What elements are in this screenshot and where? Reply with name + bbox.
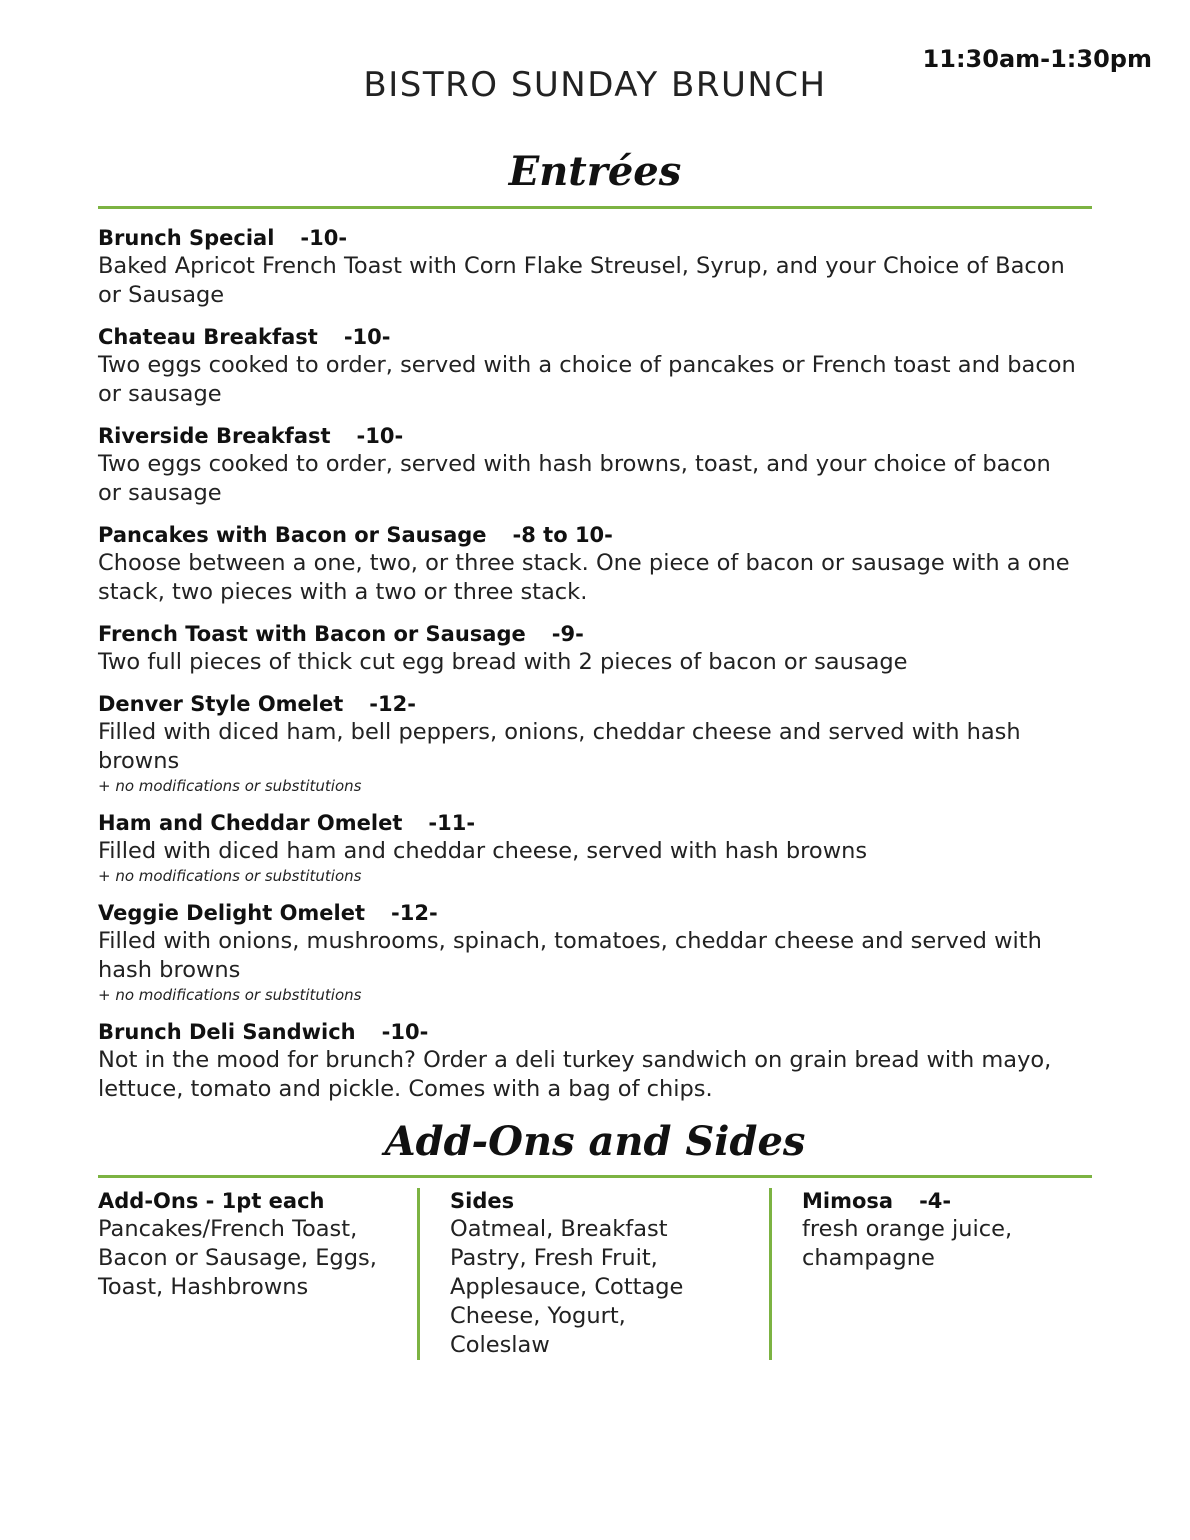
menu-item [98, 690, 1078, 796]
menu-item-description: Choose between a one, two, or three stack. One piece of bacon or sausage with a one stack, two pieces with a two or three stack. [98, 550, 1070, 605]
addons-title: Add-Ons - 1pt each [98, 1189, 325, 1213]
menu-item-description: Two eggs cooked to order, served with a choice of pancakes or French toast and bacon or sausage [98, 352, 1076, 407]
menu-item-description: Filled with diced ham, bell peppers, onions, cheddar cheese and served with hash browns [98, 719, 1021, 774]
menu-item-header [98, 224, 1078, 252]
menu-item-name: Denver Style Omelet [98, 692, 344, 716]
menu-item-name: Chateau Breakfast [98, 325, 318, 349]
menu-item-description: Two eggs cooked to order, served with hash browns, toast, and your choice of bacon or sausage [98, 451, 1051, 506]
menu-item-price: -10- [381, 1020, 429, 1044]
column-divider [417, 1188, 420, 1360]
menu-item [98, 422, 1078, 508]
mimosa-column [802, 1188, 1062, 1360]
sides-column [450, 1188, 700, 1360]
menu-item-header [98, 521, 1078, 549]
menu-item-header [98, 690, 1078, 718]
addons-sides-heading: Add-Ons and Sides [384, 1118, 806, 1165]
menu-item-note: + no modifications or substitutions [98, 777, 362, 795]
menu-item-description: Two full pieces of thick cut egg bread with 2 pieces of bacon or sausage [98, 649, 908, 675]
entrees-divider [98, 206, 1092, 209]
addons-sides-divider [98, 1175, 1092, 1178]
menu-item [98, 809, 1078, 886]
menu-item-name: Pancakes with Bacon or Sausage [98, 523, 487, 547]
menu-item-description: Not in the mood for brunch? Order a deli turkey sandwich on grain bread with mayo, lettuce, tomato and pickle. Comes with a bag of chips. [98, 1047, 1052, 1102]
menu-item-header [98, 809, 1078, 837]
addons-sides-columns [98, 1188, 1092, 1360]
menu-item-price: -12- [369, 692, 416, 716]
menu-item-description: Baked Apricot French Toast with Corn Flake Streusel, Syrup, and your Choice of Bacon or Sausage [98, 253, 1065, 308]
menu-item-name: Riverside Breakfast [98, 424, 331, 448]
sides-text: Oatmeal, Breakfast Pastry, Fresh Fruit, Applesauce, Cottage Cheese, Yogurt, Coleslaw [450, 1216, 684, 1358]
menu-item [98, 899, 1078, 1005]
menu-item-price: -10- [343, 325, 391, 349]
menu-item-header [98, 1018, 1078, 1046]
menu-item-header [98, 323, 1078, 351]
menu-item-price: -12- [391, 901, 438, 925]
menu-item-note: + no modifications or substitutions [98, 986, 362, 1004]
menu-item [98, 323, 1078, 409]
entrees-heading: Entrées [508, 148, 682, 195]
menu-item-name: Brunch Deli Sandwich [98, 1020, 356, 1044]
menu-item-description: Filled with diced ham and cheddar cheese, served with hash browns [98, 838, 868, 864]
menu-item-price: -8 to 10- [512, 523, 613, 547]
menu-item-header [98, 899, 1078, 927]
menu-item-name: Veggie Delight Omelet [98, 901, 366, 925]
menu-item-header [98, 620, 1078, 648]
menu-item-note: + no modifications or substitutions [98, 867, 362, 885]
menu-item-price: -10- [356, 424, 404, 448]
mimosa-title: Mimosa -4- [802, 1189, 952, 1213]
addons-text: Pancakes/French Toast, Bacon or Sausage, Eggs, Toast, Hashbrowns [98, 1216, 377, 1300]
menu-item-price: -11- [428, 811, 476, 835]
mimosa-text: fresh orange juice, champagne [802, 1216, 1013, 1271]
menu-item [98, 620, 1078, 677]
menu-item-price: -9- [551, 622, 584, 646]
addons-column [98, 1188, 398, 1360]
menu-item-name: Ham and Cheddar Omelet [98, 811, 403, 835]
menu-item-header [98, 422, 1078, 450]
menu-item-name: Brunch Special [98, 226, 275, 250]
entrees-list [98, 224, 1078, 1117]
menu-item [98, 521, 1078, 607]
hours-label: 11:30am-1:30pm [922, 45, 1152, 73]
menu-item-price: -10- [300, 226, 348, 250]
page-title: BISTRO SUNDAY BRUNCH [363, 65, 827, 105]
mimosa-price: -4- [919, 1189, 952, 1213]
menu-item-description: Filled with onions, mushrooms, spinach, tomatoes, cheddar cheese and served with hash browns [98, 928, 1042, 983]
menu-item [98, 1018, 1078, 1104]
menu-item-name: French Toast with Bacon or Sausage [98, 622, 526, 646]
sides-title: Sides [450, 1189, 515, 1213]
menu-item [98, 224, 1078, 310]
column-divider [769, 1188, 772, 1360]
